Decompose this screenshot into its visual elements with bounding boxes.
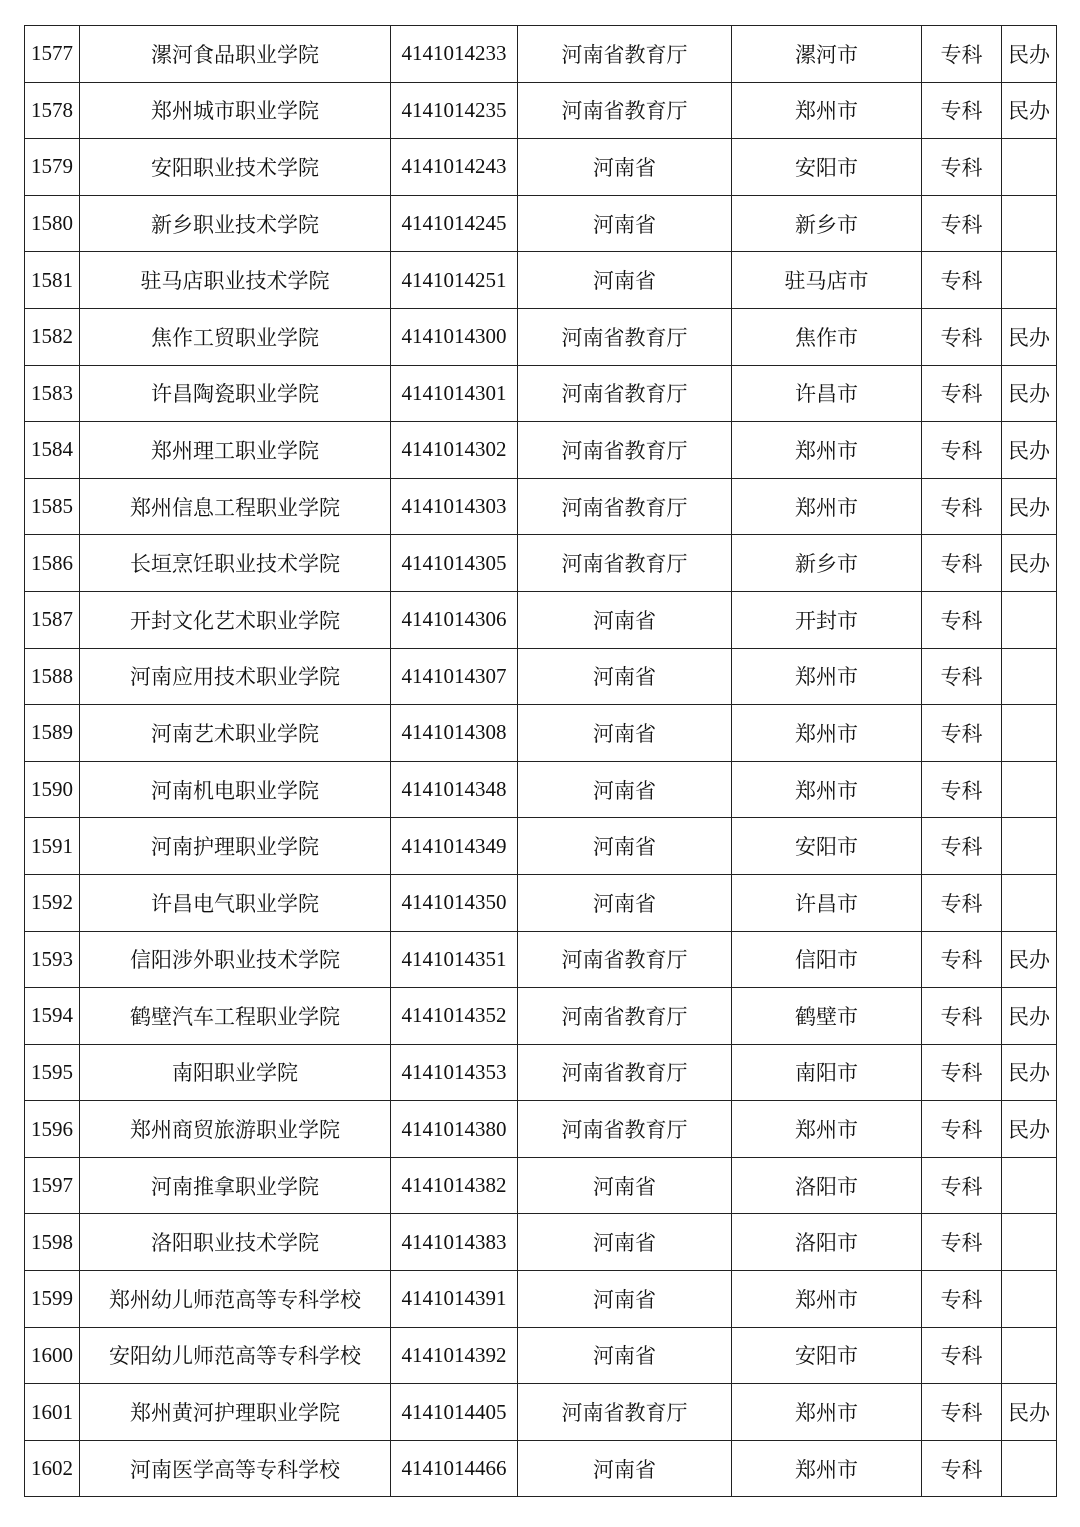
cell-city: 安阳市 [732, 1327, 922, 1384]
cell-authority: 河南省 [518, 818, 732, 875]
cell-note: 民办 [1002, 1384, 1057, 1441]
cell-institution-name: 河南医学高等专科学校 [80, 1440, 391, 1497]
cell-seq: 1599 [25, 1271, 80, 1328]
table-row [25, 591, 1057, 648]
cell-note [1002, 195, 1057, 252]
cell-institution-code: 4141014383 [391, 1214, 518, 1271]
cell-city: 许昌市 [732, 874, 922, 931]
cell-institution-code: 4141014350 [391, 874, 518, 931]
cell-authority: 河南省教育厅 [518, 1101, 732, 1158]
cell-institution-name: 长垣烹饪职业技术学院 [80, 535, 391, 592]
cell-seq: 1595 [25, 1044, 80, 1101]
cell-authority: 河南省 [518, 761, 732, 818]
cell-seq: 1592 [25, 874, 80, 931]
cell-authority: 河南省 [518, 591, 732, 648]
cell-level: 专科 [922, 26, 1002, 83]
cell-seq: 1593 [25, 931, 80, 988]
cell-seq: 1578 [25, 82, 80, 139]
cell-institution-code: 4141014348 [391, 761, 518, 818]
cell-institution-name: 郑州信息工程职业学院 [80, 478, 391, 535]
cell-note: 民办 [1002, 365, 1057, 422]
cell-institution-code: 4141014392 [391, 1327, 518, 1384]
cell-level: 专科 [922, 139, 1002, 196]
cell-city: 郑州市 [732, 478, 922, 535]
cell-note: 民办 [1002, 422, 1057, 479]
cell-city: 许昌市 [732, 365, 922, 422]
cell-institution-name: 安阳职业技术学院 [80, 139, 391, 196]
cell-level: 专科 [922, 1327, 1002, 1384]
table-row [25, 648, 1057, 705]
cell-level: 专科 [922, 308, 1002, 365]
cell-note: 民办 [1002, 535, 1057, 592]
cell-level: 专科 [922, 648, 1002, 705]
cell-institution-name: 洛阳职业技术学院 [80, 1214, 391, 1271]
cell-city: 焦作市 [732, 308, 922, 365]
cell-city: 驻马店市 [732, 252, 922, 309]
cell-level: 专科 [922, 988, 1002, 1045]
cell-level: 专科 [922, 1271, 1002, 1328]
cell-institution-name: 新乡职业技术学院 [80, 195, 391, 252]
cell-institution-name: 开封文化艺术职业学院 [80, 591, 391, 648]
cell-level: 专科 [922, 705, 1002, 762]
cell-city: 安阳市 [732, 139, 922, 196]
cell-city: 新乡市 [732, 195, 922, 252]
cell-authority: 河南省 [518, 1327, 732, 1384]
cell-authority: 河南省 [518, 195, 732, 252]
cell-city: 郑州市 [732, 648, 922, 705]
cell-institution-name: 郑州幼儿师范高等专科学校 [80, 1271, 391, 1328]
cell-authority: 河南省教育厅 [518, 422, 732, 479]
cell-seq: 1589 [25, 705, 80, 762]
cell-institution-name: 南阳职业学院 [80, 1044, 391, 1101]
cell-level: 专科 [922, 478, 1002, 535]
cell-seq: 1594 [25, 988, 80, 1045]
cell-level: 专科 [922, 874, 1002, 931]
cell-seq: 1591 [25, 818, 80, 875]
table-row [25, 988, 1057, 1045]
cell-note: 民办 [1002, 988, 1057, 1045]
cell-authority: 河南省 [518, 648, 732, 705]
cell-seq: 1579 [25, 139, 80, 196]
cell-seq: 1602 [25, 1440, 80, 1497]
table-row [25, 82, 1057, 139]
cell-city: 信阳市 [732, 931, 922, 988]
cell-city: 安阳市 [732, 818, 922, 875]
institution-table-body [25, 26, 1057, 1497]
cell-authority: 河南省教育厅 [518, 308, 732, 365]
cell-city: 郑州市 [732, 1440, 922, 1497]
cell-authority: 河南省教育厅 [518, 478, 732, 535]
cell-institution-name: 鹤壁汽车工程职业学院 [80, 988, 391, 1045]
cell-institution-code: 4141014245 [391, 195, 518, 252]
cell-institution-code: 4141014306 [391, 591, 518, 648]
cell-authority: 河南省教育厅 [518, 365, 732, 422]
cell-institution-name: 河南艺术职业学院 [80, 705, 391, 762]
cell-institution-name: 许昌电气职业学院 [80, 874, 391, 931]
cell-city: 郑州市 [732, 1271, 922, 1328]
cell-level: 专科 [922, 1214, 1002, 1271]
cell-institution-name: 焦作工贸职业学院 [80, 308, 391, 365]
cell-authority: 河南省教育厅 [518, 535, 732, 592]
cell-authority: 河南省教育厅 [518, 26, 732, 83]
table-row [25, 1044, 1057, 1101]
cell-level: 专科 [922, 1101, 1002, 1158]
cell-note [1002, 761, 1057, 818]
cell-institution-code: 4141014307 [391, 648, 518, 705]
cell-institution-code: 4141014466 [391, 1440, 518, 1497]
cell-authority: 河南省 [518, 1271, 732, 1328]
cell-institution-code: 4141014251 [391, 252, 518, 309]
cell-institution-name: 河南机电职业学院 [80, 761, 391, 818]
cell-institution-name: 郑州理工职业学院 [80, 422, 391, 479]
cell-city: 郑州市 [732, 1384, 922, 1441]
cell-seq: 1588 [25, 648, 80, 705]
cell-institution-code: 4141014301 [391, 365, 518, 422]
table-row [25, 422, 1057, 479]
cell-institution-code: 4141014382 [391, 1157, 518, 1214]
cell-institution-code: 4141014405 [391, 1384, 518, 1441]
cell-city: 鹤壁市 [732, 988, 922, 1045]
table-row [25, 365, 1057, 422]
cell-institution-name: 安阳幼儿师范高等专科学校 [80, 1327, 391, 1384]
cell-note [1002, 705, 1057, 762]
cell-city: 洛阳市 [732, 1157, 922, 1214]
cell-level: 专科 [922, 1384, 1002, 1441]
cell-institution-code: 4141014352 [391, 988, 518, 1045]
cell-level: 专科 [922, 252, 1002, 309]
cell-level: 专科 [922, 761, 1002, 818]
cell-authority: 河南省教育厅 [518, 1044, 732, 1101]
cell-seq: 1601 [25, 1384, 80, 1441]
cell-note [1002, 139, 1057, 196]
cell-authority: 河南省 [518, 874, 732, 931]
cell-note [1002, 1440, 1057, 1497]
cell-authority: 河南省教育厅 [518, 82, 732, 139]
cell-city: 郑州市 [732, 82, 922, 139]
cell-authority: 河南省 [518, 1440, 732, 1497]
cell-seq: 1577 [25, 26, 80, 83]
cell-level: 专科 [922, 422, 1002, 479]
cell-note [1002, 874, 1057, 931]
cell-city: 南阳市 [732, 1044, 922, 1101]
cell-seq: 1586 [25, 535, 80, 592]
cell-level: 专科 [922, 195, 1002, 252]
cell-note [1002, 1271, 1057, 1328]
cell-seq: 1590 [25, 761, 80, 818]
cell-city: 开封市 [732, 591, 922, 648]
table-row [25, 1327, 1057, 1384]
cell-level: 专科 [922, 818, 1002, 875]
table-row [25, 931, 1057, 988]
cell-institution-name: 驻马店职业技术学院 [80, 252, 391, 309]
cell-seq: 1581 [25, 252, 80, 309]
cell-authority: 河南省 [518, 252, 732, 309]
table-row [25, 874, 1057, 931]
cell-institution-code: 4141014303 [391, 478, 518, 535]
cell-institution-code: 4141014349 [391, 818, 518, 875]
cell-authority: 河南省 [518, 1157, 732, 1214]
cell-note [1002, 648, 1057, 705]
cell-note: 民办 [1002, 82, 1057, 139]
table-row [25, 705, 1057, 762]
cell-institution-code: 4141014243 [391, 139, 518, 196]
table-row [25, 1271, 1057, 1328]
table-row [25, 1157, 1057, 1214]
cell-note: 民办 [1002, 1101, 1057, 1158]
cell-city: 郑州市 [732, 705, 922, 762]
cell-note: 民办 [1002, 1044, 1057, 1101]
cell-institution-code: 4141014380 [391, 1101, 518, 1158]
cell-institution-code: 4141014302 [391, 422, 518, 479]
cell-institution-code: 4141014353 [391, 1044, 518, 1101]
cell-city: 漯河市 [732, 26, 922, 83]
cell-level: 专科 [922, 1157, 1002, 1214]
cell-seq: 1585 [25, 478, 80, 535]
cell-seq: 1583 [25, 365, 80, 422]
cell-note: 民办 [1002, 478, 1057, 535]
table-row [25, 139, 1057, 196]
cell-note: 民办 [1002, 26, 1057, 83]
table-row [25, 1101, 1057, 1158]
cell-authority: 河南省教育厅 [518, 931, 732, 988]
cell-institution-name: 河南推拿职业学院 [80, 1157, 391, 1214]
cell-note [1002, 252, 1057, 309]
cell-institution-code: 4141014351 [391, 931, 518, 988]
cell-city: 郑州市 [732, 761, 922, 818]
cell-institution-code: 4141014235 [391, 82, 518, 139]
table-row [25, 308, 1057, 365]
table-row [25, 761, 1057, 818]
cell-authority: 河南省 [518, 705, 732, 762]
cell-level: 专科 [922, 1044, 1002, 1101]
cell-authority: 河南省教育厅 [518, 988, 732, 1045]
cell-institution-name: 信阳涉外职业技术学院 [80, 931, 391, 988]
institution-table [24, 25, 1057, 1497]
table-row [25, 26, 1057, 83]
cell-institution-name: 许昌陶瓷职业学院 [80, 365, 391, 422]
cell-institution-name: 河南护理职业学院 [80, 818, 391, 875]
cell-institution-code: 4141014391 [391, 1271, 518, 1328]
cell-institution-code: 4141014305 [391, 535, 518, 592]
cell-institution-name: 郑州商贸旅游职业学院 [80, 1101, 391, 1158]
cell-level: 专科 [922, 82, 1002, 139]
cell-city: 新乡市 [732, 535, 922, 592]
cell-note: 民办 [1002, 308, 1057, 365]
table-row [25, 1214, 1057, 1271]
cell-level: 专科 [922, 535, 1002, 592]
cell-authority: 河南省教育厅 [518, 1384, 732, 1441]
cell-seq: 1598 [25, 1214, 80, 1271]
cell-institution-code: 4141014300 [391, 308, 518, 365]
cell-level: 专科 [922, 1440, 1002, 1497]
table-row [25, 535, 1057, 592]
cell-authority: 河南省 [518, 1214, 732, 1271]
cell-seq: 1596 [25, 1101, 80, 1158]
cell-note [1002, 591, 1057, 648]
cell-institution-name: 郑州黄河护理职业学院 [80, 1384, 391, 1441]
cell-note [1002, 1157, 1057, 1214]
table-row [25, 195, 1057, 252]
cell-institution-code: 4141014308 [391, 705, 518, 762]
cell-seq: 1584 [25, 422, 80, 479]
cell-seq: 1582 [25, 308, 80, 365]
cell-city: 洛阳市 [732, 1214, 922, 1271]
table-row [25, 1384, 1057, 1441]
cell-note: 民办 [1002, 931, 1057, 988]
cell-city: 郑州市 [732, 1101, 922, 1158]
cell-institution-name: 郑州城市职业学院 [80, 82, 391, 139]
cell-institution-code: 4141014233 [391, 26, 518, 83]
cell-note [1002, 1214, 1057, 1271]
institution-table-container [24, 25, 1056, 1497]
table-row [25, 818, 1057, 875]
cell-level: 专科 [922, 591, 1002, 648]
cell-note [1002, 818, 1057, 875]
cell-seq: 1580 [25, 195, 80, 252]
cell-authority: 河南省 [518, 139, 732, 196]
cell-seq: 1600 [25, 1327, 80, 1384]
cell-institution-name: 河南应用技术职业学院 [80, 648, 391, 705]
cell-level: 专科 [922, 931, 1002, 988]
cell-seq: 1597 [25, 1157, 80, 1214]
table-row [25, 478, 1057, 535]
table-row [25, 1440, 1057, 1497]
cell-institution-name: 漯河食品职业学院 [80, 26, 391, 83]
table-row [25, 252, 1057, 309]
cell-level: 专科 [922, 365, 1002, 422]
cell-seq: 1587 [25, 591, 80, 648]
cell-city: 郑州市 [732, 422, 922, 479]
cell-note [1002, 1327, 1057, 1384]
